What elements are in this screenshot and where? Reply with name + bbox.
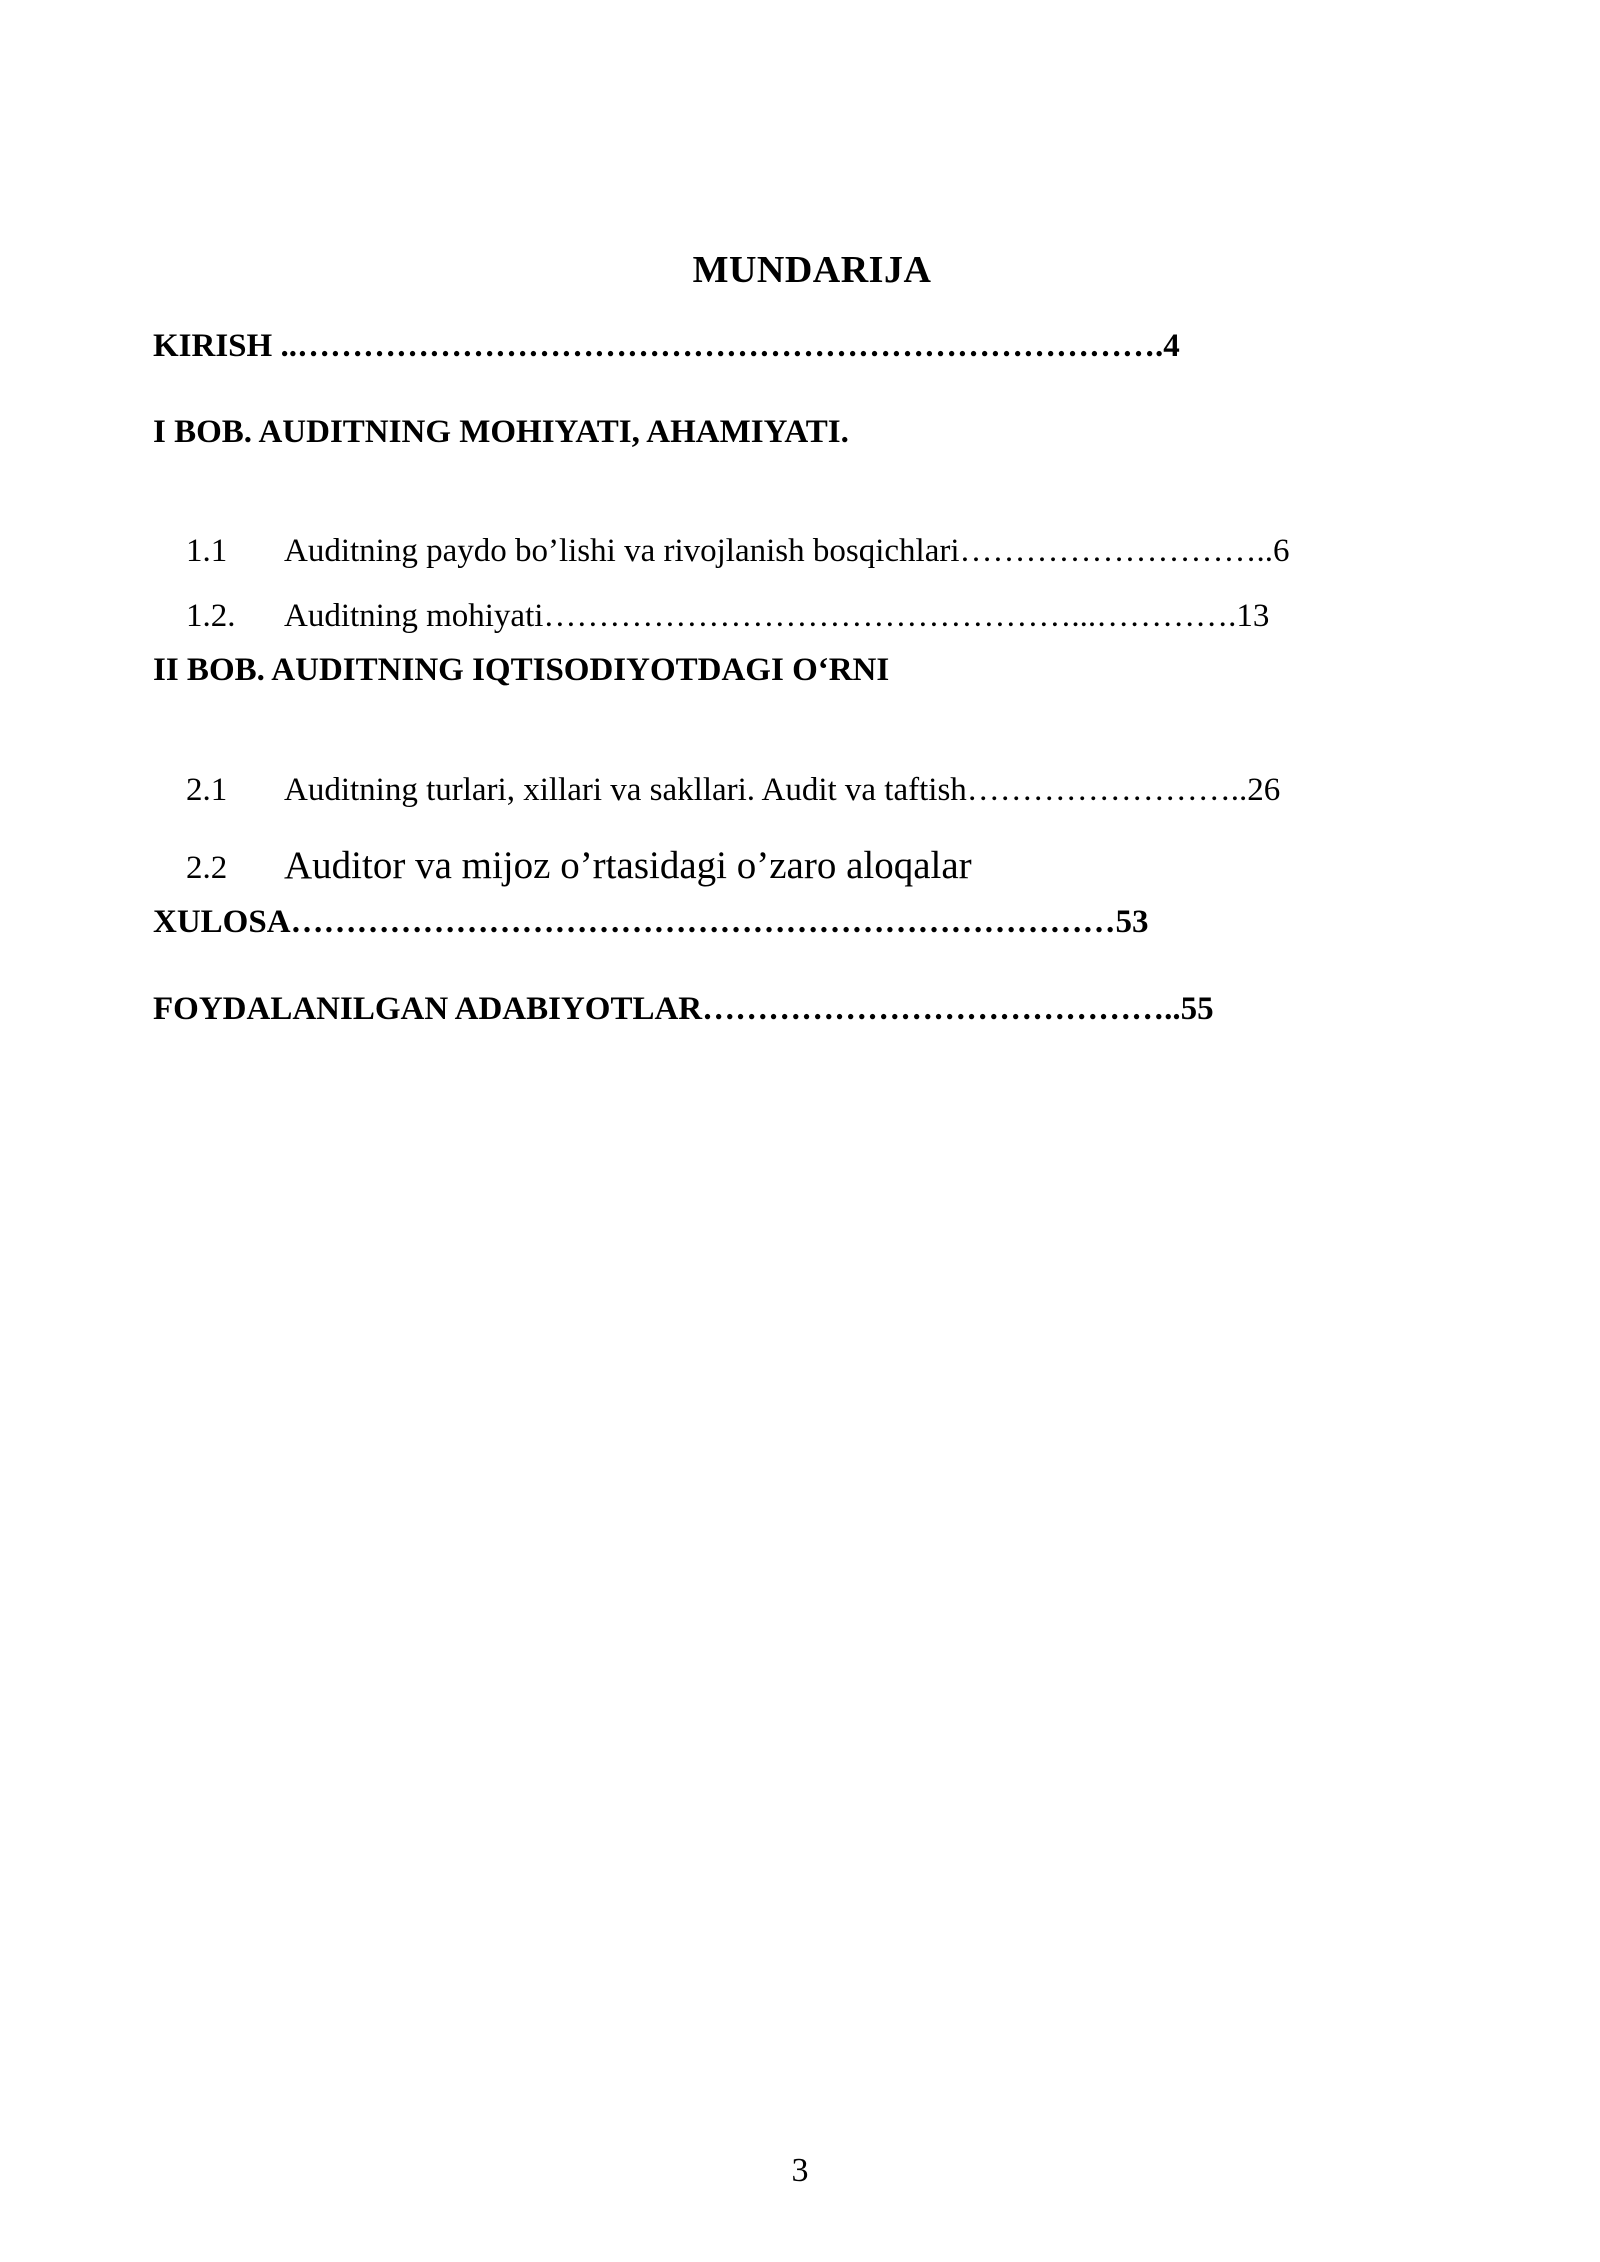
toc-entry-text: Auditning mohiyati…………………………………………...………….13	[284, 598, 1270, 634]
toc-entry-2-2	[153, 813, 972, 918]
toc-entry-kirish: KIRISH ..…………………………………………………………………….4	[153, 328, 1180, 364]
chapter-1-heading: I BOB. AUDITNING MOHIYATI, AHAMIYATI.	[153, 414, 849, 450]
chapter-2-heading: II BOB. AUDITNING IQTISODIYOTDAGI O‘RNI	[153, 652, 890, 688]
toc-entry-number: 1.2.	[186, 598, 236, 634]
toc-entry-references: FOYDALANILGAN ADABIYOTLAR……………………………………..55	[153, 991, 1214, 1027]
toc-entry-number: 2.1	[186, 772, 228, 808]
toc-entry-number: 2.2	[186, 850, 228, 886]
page-title: MUNDARIJA	[692, 249, 932, 291]
toc-entry-number: 1.1	[186, 533, 228, 569]
toc-entry-text: Auditning paydo bo’lishi va rivojlanish bosqichlari………………………..6	[284, 533, 1290, 569]
toc-entry-xulosa: XULOSA…………………………………………………………………53	[153, 904, 1149, 940]
toc-entry-text: Auditning turlari, xillari va sakllari. Audit va taftish……………………..26	[284, 772, 1281, 808]
page-number: 3	[791, 2152, 809, 2189]
toc-entry-text: Auditor va mijoz o’rtasidagi o’zaro aloqalar	[284, 844, 972, 887]
